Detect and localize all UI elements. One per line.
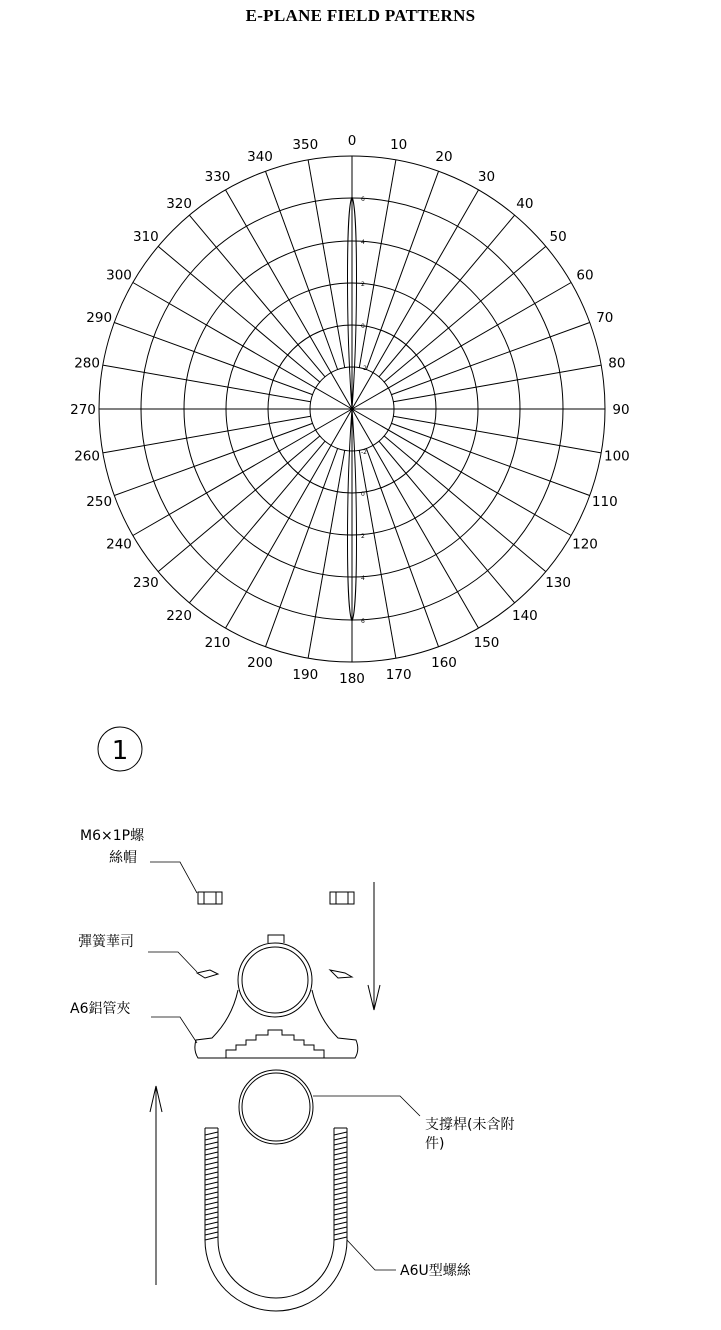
thread-line	[334, 1162, 347, 1165]
thread-line	[205, 1232, 218, 1235]
polar-db-labels	[361, 196, 367, 625]
thread-line	[334, 1147, 347, 1150]
polar-spoke	[393, 416, 601, 453]
db-label-top: 0	[361, 323, 365, 330]
angle-label-180: 180	[339, 671, 365, 687]
polar-spoke	[308, 450, 345, 658]
thread-line	[205, 1202, 218, 1205]
polar-spoke	[384, 246, 546, 382]
polar-spoke	[308, 160, 345, 368]
thread-line	[334, 1142, 347, 1145]
thread-line	[205, 1197, 218, 1200]
angle-label-300: 300	[106, 267, 132, 284]
thread-line	[334, 1232, 347, 1235]
angle-label-310: 310	[133, 229, 159, 246]
db-label-bottom: 4	[361, 575, 365, 582]
thread-line	[334, 1132, 347, 1135]
db-label-bottom: 6	[361, 618, 365, 625]
step-number: 1	[111, 736, 129, 766]
polar-spoke	[392, 323, 590, 395]
polar-spoke	[393, 365, 601, 402]
angle-label-140: 140	[512, 608, 538, 625]
db-label-bottom: 2	[361, 533, 365, 540]
up-arrow-icon	[150, 1086, 162, 1285]
db-label-top: -2	[361, 365, 367, 372]
clamp-label: A6鋁管夾	[70, 1001, 131, 1017]
thread-line	[334, 1187, 347, 1190]
angle-label-10: 10	[390, 137, 408, 154]
thread-line	[205, 1222, 218, 1225]
polar-spoke	[103, 365, 311, 402]
thread-line	[334, 1197, 347, 1200]
thread-line	[334, 1212, 347, 1215]
polar-spoke	[379, 441, 515, 603]
angle-label-190: 190	[292, 666, 319, 683]
thread-line	[334, 1152, 347, 1155]
angle-label-150: 150	[473, 635, 500, 651]
polar-spoke	[114, 323, 312, 395]
angle-label-220: 220	[166, 608, 192, 625]
thread-line	[205, 1132, 218, 1135]
db-label-top: 6	[361, 196, 365, 203]
aluminum-clamp-icon	[195, 935, 358, 1058]
thread-line	[205, 1142, 218, 1145]
angle-label-350: 350	[292, 137, 319, 154]
polar-spoke	[103, 416, 311, 453]
angle-label-270: 270	[70, 402, 96, 418]
down-arrow-icon	[368, 882, 380, 1010]
angle-label-320: 320	[166, 195, 192, 212]
thread-line	[334, 1157, 347, 1160]
u-bolt-icon	[205, 1128, 347, 1311]
angle-label-70: 70	[596, 310, 614, 326]
page-title: E-PLANE FIELD PATTERNS	[245, 6, 476, 25]
polar-spoke	[366, 171, 438, 369]
thread-line	[334, 1227, 347, 1230]
polar-spoke	[392, 423, 590, 495]
angle-label-330: 330	[204, 169, 231, 185]
polar-spoke	[158, 436, 320, 572]
pole-label-line2: 件)	[425, 1136, 445, 1152]
polar-spoke	[114, 423, 312, 495]
angle-label-160: 160	[431, 654, 457, 671]
thread-line	[334, 1202, 347, 1205]
thread-line	[205, 1227, 218, 1230]
thread-line	[205, 1157, 218, 1160]
angle-label-50: 50	[549, 229, 567, 246]
angle-label-250: 250	[86, 494, 113, 510]
thread-line	[205, 1207, 218, 1210]
washer-label: 彈簧華司	[78, 934, 134, 950]
thread-line	[334, 1217, 347, 1220]
thread-line	[205, 1237, 218, 1240]
angle-label-340: 340	[247, 149, 273, 166]
angle-label-110: 110	[591, 494, 618, 510]
polar-spoke	[158, 246, 320, 382]
step-number-badge	[98, 727, 142, 771]
thread-line	[334, 1237, 347, 1240]
washer-left-icon	[197, 970, 218, 978]
nut-left-icon	[198, 892, 222, 904]
thread-line	[205, 1152, 218, 1155]
thread-line	[334, 1182, 347, 1185]
thread-line	[205, 1137, 218, 1140]
angle-label-170: 170	[385, 666, 412, 683]
polar-spoke	[359, 160, 396, 368]
angle-label-120: 120	[572, 536, 598, 553]
polar-spoke	[366, 449, 438, 647]
support-pole-icon	[239, 1070, 313, 1144]
thread-line	[334, 1172, 347, 1175]
callout-leaders	[148, 862, 420, 1270]
polar-spoke	[266, 449, 338, 647]
nut-label-line1: M6×1P螺	[80, 828, 145, 844]
nut-label-line2: 絲帽	[109, 850, 137, 866]
thread-line	[334, 1167, 347, 1170]
thread-line	[205, 1172, 218, 1175]
angle-label-290: 290	[86, 310, 113, 326]
polar-spoke	[384, 436, 546, 572]
angle-label-90: 90	[612, 402, 630, 418]
thread-line	[205, 1147, 218, 1150]
angle-label-210: 210	[204, 635, 231, 651]
db-label-top: 2	[361, 281, 365, 288]
angle-label-240: 240	[106, 536, 132, 553]
polar-spoke	[379, 215, 515, 377]
pole-label-line1: 支撐桿(未含附	[425, 1117, 515, 1133]
thread-line	[334, 1222, 347, 1225]
thread-line	[205, 1192, 218, 1195]
thread-line	[205, 1167, 218, 1170]
db-label-bottom: -2	[361, 449, 367, 456]
thread-line	[205, 1212, 218, 1215]
angle-label-80: 80	[608, 355, 626, 372]
angle-label-280: 280	[74, 355, 100, 372]
thread-line	[205, 1187, 218, 1190]
washer-right-icon	[330, 970, 352, 978]
polar-spoke	[189, 441, 325, 603]
ubolt-label: A6U型螺絲	[400, 1263, 471, 1279]
polar-spoke	[189, 215, 325, 377]
angle-label-260: 260	[74, 448, 100, 465]
thread-line	[334, 1192, 347, 1195]
angle-label-100: 100	[604, 448, 630, 465]
thread-line	[205, 1217, 218, 1220]
polar-spoke	[359, 450, 396, 658]
thread-line	[334, 1137, 347, 1140]
thread-line	[334, 1177, 347, 1180]
angle-label-20: 20	[435, 149, 453, 166]
thread-line	[334, 1207, 347, 1210]
thread-line	[205, 1162, 218, 1165]
thread-line	[205, 1182, 218, 1185]
angle-label-40: 40	[516, 195, 534, 212]
angle-label-230: 230	[133, 574, 159, 591]
db-label-bottom: 0	[361, 491, 365, 498]
polar-pattern-chart	[99, 156, 605, 662]
angle-label-200: 200	[247, 654, 273, 671]
angle-label-60: 60	[576, 267, 594, 284]
angle-label-30: 30	[477, 169, 496, 185]
angle-label-0: 0	[347, 133, 357, 149]
angle-label-130: 130	[545, 574, 571, 591]
thread-line	[205, 1177, 218, 1180]
nut-right-icon	[330, 892, 354, 904]
db-label-top: 4	[361, 239, 365, 246]
polar-spoke	[266, 171, 338, 369]
